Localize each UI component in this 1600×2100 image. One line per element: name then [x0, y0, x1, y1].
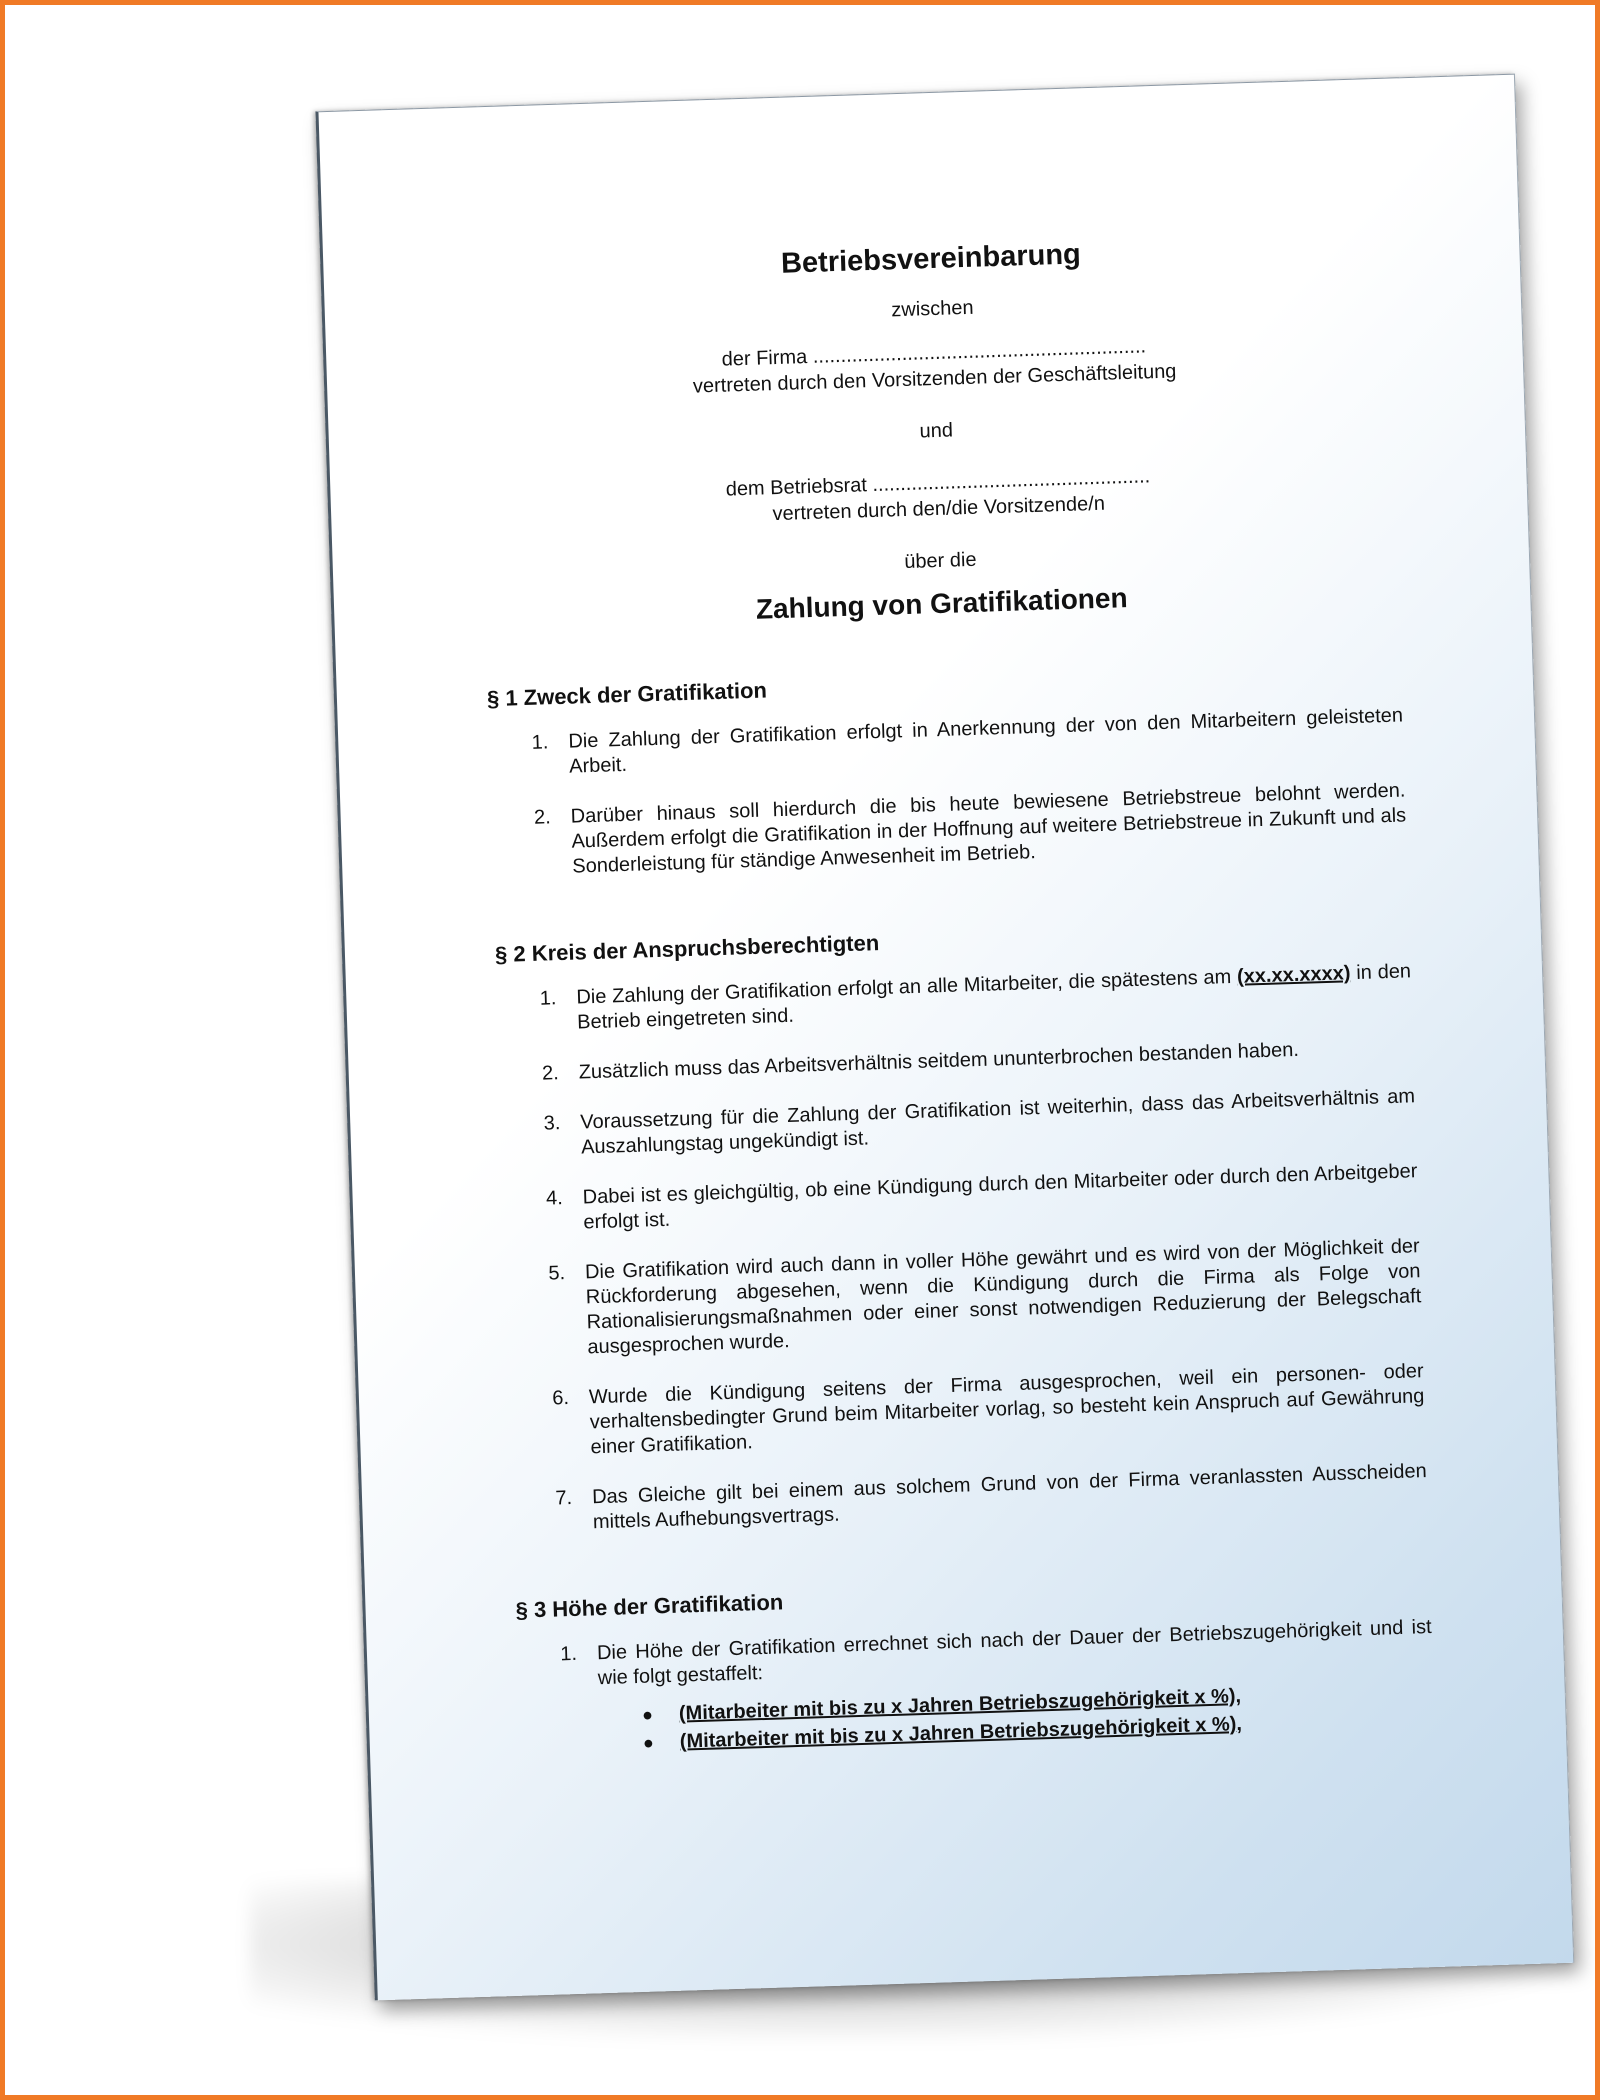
- item-number: 1.: [560, 1642, 578, 1666]
- item-number: 2.: [533, 806, 552, 829]
- item-number: 2.: [541, 1062, 560, 1085]
- item-text: Die Gratifikation wird auch dann in voller Höhe gewährt und es wird von der Möglichkeit der Rückforderung abgesehen, wenn die Kündigung durch die Firma als Folge von Rationalisierungsmaßnahmen oder einer sonst notwendigen Reduzierung der Belegschaft ausgesprochen wurde.: [584, 1235, 1422, 1359]
- list-item: [512, 1459, 1428, 1538]
- item-number: 6.: [551, 1386, 570, 1410]
- date-placeholder: (xx.xx.xxxx): [1236, 962, 1351, 988]
- section-3-bullets: [519, 1678, 1435, 1759]
- bullet-text: (Mitarbeiter mit bis zu x Jahren Betriebszugehörigkeit x %),: [679, 1713, 1243, 1753]
- list-item: [490, 778, 1407, 882]
- document-header: [473, 229, 1399, 635]
- section-1-heading: § 1 Zweck der Gratifikation: [486, 677, 768, 712]
- document-content: [473, 229, 1435, 1763]
- list-item: [498, 1034, 1413, 1088]
- item-text: Die Zahlung der Gratifikation erfolgt in Anerkennung der von den Mitarbeitern geleisteten Arbeit.: [568, 704, 1404, 778]
- list-item: [509, 1359, 1426, 1463]
- item-text: Die Höhe der Gratifikation errechnet sich nach der Dauer der Betriebszugehörigkeit und ist wie folgt gestaffelt:: [596, 1616, 1432, 1690]
- list-item: [502, 1159, 1418, 1238]
- item-text: Voraussetzung für die Zahlung der Gratifikation ist weiterhin, dass das Arbeitsverhältnis am Auszahlungstag ungekündigt ist.: [580, 1085, 1416, 1159]
- item-number: 7.: [555, 1486, 573, 1510]
- item-text-after: in den Betrieb eingetreten sind.: [576, 960, 1412, 1034]
- item-number: 1.: [531, 731, 549, 754]
- item-number: 3.: [543, 1112, 561, 1135]
- party2-line1: dem Betriebsrat ..................................................: [725, 465, 1151, 501]
- item-text: Dabei ist es gleichgültig, ob eine Kündigung durch den Mitarbeiter oder durch den Arbeitgeber erfolgt ist.: [582, 1160, 1418, 1234]
- item-text: [576, 959, 1412, 1035]
- list-item: [505, 1234, 1423, 1363]
- document-sheet: [315, 74, 1574, 2001]
- item-number: 1.: [539, 987, 557, 1010]
- bullet-dot-icon: ●: [641, 1704, 654, 1725]
- section-2-list: [496, 959, 1428, 1537]
- bullet-text: (Mitarbeiter mit bis zu x Jahren Betriebszugehörigkeit x %),: [678, 1685, 1242, 1725]
- party2-line2: vertreten durch den/die Vorsitzende/n: [772, 492, 1106, 526]
- item-text: Darüber hinaus soll hierdurch die bis heute bewiesene Betriebstreue belohnt werden. Außerdem erfolgt die Gratifikation in der Hoffnung auf weitere Betriebstreue in Zukunft und als Sonderleistung für ständige Anwesenheit im Betrieb.: [570, 779, 1407, 878]
- item-text: Das Gleiche gilt bei einem aus solchem Grund von der Firma veranlassten Ausscheiden mittels Aufhebungsvertrags.: [591, 1460, 1428, 1534]
- bullet-dot-icon: ●: [642, 1732, 655, 1753]
- section-1-list: [488, 703, 1407, 882]
- item-number: 5.: [548, 1262, 566, 1285]
- list-item: [500, 1084, 1416, 1163]
- document-subject: Zahlung von Gratifikationen: [755, 582, 1129, 625]
- and-text: und: [919, 419, 954, 443]
- section-2-heading: § 2 Kreis der Anspruchsberechtigten: [494, 930, 880, 968]
- between-text: zwischen: [891, 296, 974, 322]
- item-text: Wurde die Kündigung seitens der Firma ausgesprochen, weil ein personen- oder verhaltensbedingter Grund beim Mitarbeiter vorlag, so besteht kein Anspruch auf Gewährung einer Gratifikation.: [588, 1360, 1425, 1459]
- party1-line1: der Firma ............................................................: [721, 335, 1147, 371]
- item-text-before: Die Zahlung der Gratifikation erfolgt an alle Mitarbeiter, die spätestens am: [576, 965, 1238, 1009]
- about-text: über die: [903, 548, 977, 574]
- document-page: [315, 74, 1574, 2011]
- list-item: [496, 959, 1412, 1038]
- item-text: Zusätzlich muss das Arbeitsverhältnis seitdem ununterbrochen bestanden haben.: [578, 1038, 1300, 1084]
- party1-line2: vertreten durch den Vorsitzenden der Geschäftsleitung: [692, 360, 1177, 398]
- item-number: 4.: [545, 1187, 564, 1210]
- document-title: Betriebsvereinbarung: [780, 238, 1082, 280]
- section-3-heading: § 3 Höhe der Gratifikation: [515, 1589, 784, 1623]
- list-item: [488, 703, 1404, 782]
